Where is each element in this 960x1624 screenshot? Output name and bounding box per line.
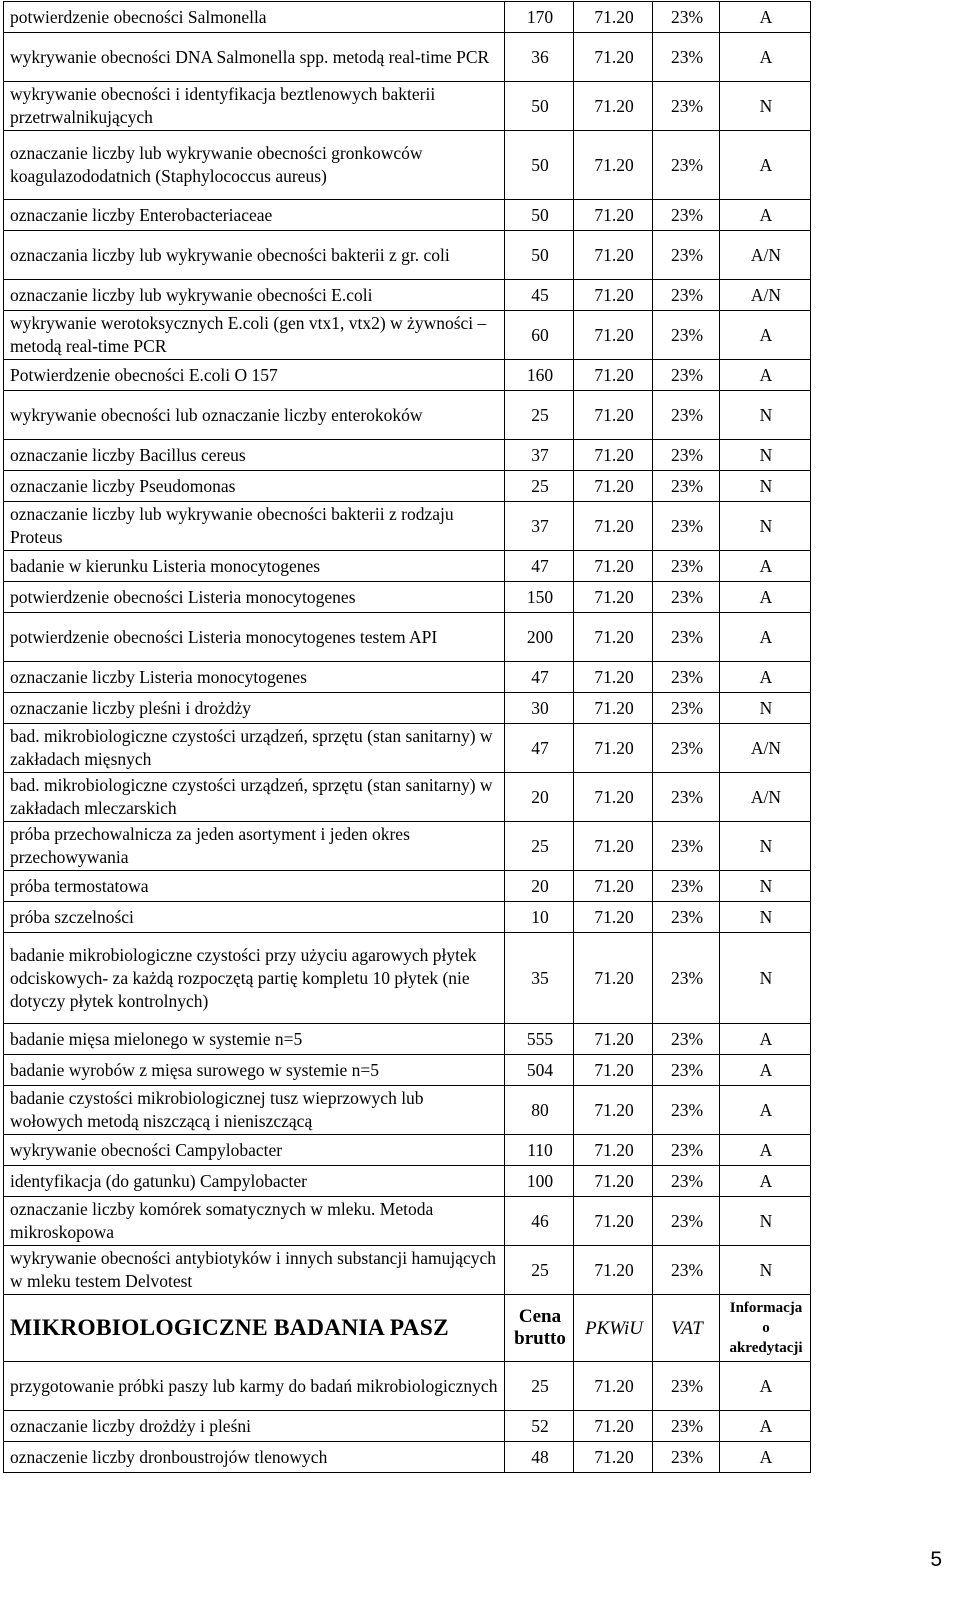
vat-cell: 23% bbox=[653, 1362, 720, 1411]
table-row bbox=[4, 311, 811, 360]
price-cell: 37 bbox=[505, 502, 574, 551]
vat-cell: 23% bbox=[653, 1086, 720, 1135]
price-cell: 160 bbox=[505, 360, 574, 391]
pkwiu-cell: 71.20 bbox=[574, 613, 653, 662]
test-name-cell: bad. mikrobiologiczne czystości urządzeń, sprzętu (stan sanitarny) w zakładach mięsnych bbox=[4, 724, 505, 773]
test-name-cell: potwierdzenie obecności Listeria monocytogenes bbox=[4, 582, 505, 613]
vat-header: VAT bbox=[653, 1295, 720, 1362]
pkwiu-cell: 71.20 bbox=[574, 773, 653, 822]
price-cell: 200 bbox=[505, 613, 574, 662]
accreditation-cell: A bbox=[720, 613, 811, 662]
test-name-cell: wykrywanie obecności i identyfikacja beztlenowych bakterii przetrwalnikujących bbox=[4, 82, 505, 131]
price-cell: 52 bbox=[505, 1411, 574, 1442]
test-name-cell: bad. mikrobiologiczne czystości urządzeń, sprzętu (stan sanitarny) w zakładach mleczarskich bbox=[4, 773, 505, 822]
accreditation-cell: A bbox=[720, 1086, 811, 1135]
accreditation-cell: A bbox=[720, 1055, 811, 1086]
vat-cell: 23% bbox=[653, 471, 720, 502]
pkwiu-header: PKWiU bbox=[574, 1295, 653, 1362]
section-title: MIKROBIOLOGICZNE BADANIA PASZ bbox=[4, 1295, 505, 1362]
table-row bbox=[4, 822, 811, 871]
table-row bbox=[4, 1024, 811, 1055]
accreditation-cell: A bbox=[720, 1362, 811, 1411]
table-row bbox=[4, 551, 811, 582]
price-cell: 504 bbox=[505, 1055, 574, 1086]
accreditation-cell: A bbox=[720, 1135, 811, 1166]
table-row bbox=[4, 1246, 811, 1295]
test-name-cell: badanie mięsa mielonego w systemie n=5 bbox=[4, 1024, 505, 1055]
price-cell: 50 bbox=[505, 231, 574, 280]
table-row bbox=[4, 693, 811, 724]
price-cell: 45 bbox=[505, 280, 574, 311]
test-name-cell: próba termostatowa bbox=[4, 871, 505, 902]
test-name-cell: próba szczelności bbox=[4, 902, 505, 933]
table-row bbox=[4, 1166, 811, 1197]
vat-cell: 23% bbox=[653, 871, 720, 902]
test-name-cell: oznaczanie liczby lub wykrywanie obecności bakterii z rodzaju Proteus bbox=[4, 502, 505, 551]
table-row bbox=[4, 773, 811, 822]
pkwiu-cell: 71.20 bbox=[574, 1246, 653, 1295]
test-name-cell: badanie wyrobów z mięsa surowego w systemie n=5 bbox=[4, 1055, 505, 1086]
accreditation-cell: A bbox=[720, 2, 811, 33]
test-name-cell: oznaczanie liczby drożdży i pleśni bbox=[4, 1411, 505, 1442]
table-row bbox=[4, 1411, 811, 1442]
test-name-cell: oznaczanie liczby pleśni i drożdży bbox=[4, 693, 505, 724]
pkwiu-cell: 71.20 bbox=[574, 82, 653, 131]
page-number: 5 bbox=[930, 1548, 942, 1571]
price-cell: 10 bbox=[505, 902, 574, 933]
accreditation-cell: N bbox=[720, 82, 811, 131]
pkwiu-cell: 71.20 bbox=[574, 1055, 653, 1086]
pkwiu-cell: 71.20 bbox=[574, 1166, 653, 1197]
table-row bbox=[4, 200, 811, 231]
accreditation-cell: A bbox=[720, 200, 811, 231]
price-cell: 46 bbox=[505, 1197, 574, 1246]
test-name-cell: oznaczanie liczby Pseudomonas bbox=[4, 471, 505, 502]
vat-cell: 23% bbox=[653, 231, 720, 280]
table-row bbox=[4, 131, 811, 200]
price-cell: 50 bbox=[505, 200, 574, 231]
accreditation-cell: A bbox=[720, 1411, 811, 1442]
vat-cell: 23% bbox=[653, 200, 720, 231]
price-cell: 37 bbox=[505, 440, 574, 471]
accreditation-cell: N bbox=[720, 933, 811, 1024]
accreditation-cell: N bbox=[720, 822, 811, 871]
price-cell: 36 bbox=[505, 33, 574, 82]
accreditation-cell: N bbox=[720, 871, 811, 902]
vat-cell: 23% bbox=[653, 82, 720, 131]
price-cell: 25 bbox=[505, 1246, 574, 1295]
pkwiu-cell: 71.20 bbox=[574, 1411, 653, 1442]
table-row bbox=[4, 471, 811, 502]
table-row bbox=[4, 440, 811, 471]
pkwiu-cell: 71.20 bbox=[574, 582, 653, 613]
test-name-cell: oznaczanie liczby komórek somatycznych w mleku. Metoda mikroskopowa bbox=[4, 1197, 505, 1246]
feed-price-list-body bbox=[4, 1362, 811, 1473]
test-name-cell: badanie w kierunku Listeria monocytogenes bbox=[4, 551, 505, 582]
pkwiu-cell: 71.20 bbox=[574, 502, 653, 551]
accreditation-cell: N bbox=[720, 902, 811, 933]
pkwiu-cell: 71.20 bbox=[574, 693, 653, 724]
pkwiu-cell: 71.20 bbox=[574, 662, 653, 693]
test-name-cell: wykrywanie obecności lub oznaczanie liczby enterokoków bbox=[4, 391, 505, 440]
vat-cell: 23% bbox=[653, 822, 720, 871]
vat-cell: 23% bbox=[653, 1442, 720, 1473]
pkwiu-cell: 71.20 bbox=[574, 280, 653, 311]
accreditation-cell: A bbox=[720, 582, 811, 613]
accreditation-cell: A bbox=[720, 662, 811, 693]
table-row bbox=[4, 1442, 811, 1473]
test-name-cell: wykrywanie obecności DNA Salmonella spp. metodą real-time PCR bbox=[4, 33, 505, 82]
table-row bbox=[4, 662, 811, 693]
pkwiu-cell: 71.20 bbox=[574, 131, 653, 200]
accreditation-cell: A bbox=[720, 1166, 811, 1197]
vat-cell: 23% bbox=[653, 440, 720, 471]
vat-cell: 23% bbox=[653, 360, 720, 391]
accreditation-header: Informacja o akredytacji bbox=[720, 1295, 811, 1362]
test-name-cell: oznaczanie liczby lub wykrywanie obecności E.coli bbox=[4, 280, 505, 311]
accreditation-cell: A/N bbox=[720, 280, 811, 311]
table-row bbox=[4, 1135, 811, 1166]
price-cell: 50 bbox=[505, 131, 574, 200]
test-name-cell: wykrywanie obecności antybiotyków i innych substancji hamujących w mleku testem Delvotest bbox=[4, 1246, 505, 1295]
table-row bbox=[4, 582, 811, 613]
test-name-cell: oznaczanie liczby Listeria monocytogenes bbox=[4, 662, 505, 693]
vat-cell: 23% bbox=[653, 1055, 720, 1086]
price-cell: 47 bbox=[505, 551, 574, 582]
accreditation-cell: A bbox=[720, 1024, 811, 1055]
pkwiu-cell: 71.20 bbox=[574, 724, 653, 773]
table-row bbox=[4, 82, 811, 131]
test-name-cell: oznaczenie liczby dronboustrojów tlenowych bbox=[4, 1442, 505, 1473]
pkwiu-cell: 71.20 bbox=[574, 440, 653, 471]
price-cell: 25 bbox=[505, 822, 574, 871]
accreditation-cell: A bbox=[720, 311, 811, 360]
price-cell: 30 bbox=[505, 693, 574, 724]
price-cell: 60 bbox=[505, 311, 574, 360]
table-row bbox=[4, 391, 811, 440]
test-name-cell: oznaczanie liczby lub wykrywanie obecności gronkowców koagulazododatnich (Staphylococcus aureus) bbox=[4, 131, 505, 200]
pkwiu-cell: 71.20 bbox=[574, 1362, 653, 1411]
section-header-row bbox=[4, 1295, 811, 1362]
pkwiu-cell: 71.20 bbox=[574, 1086, 653, 1135]
pkwiu-cell: 71.20 bbox=[574, 1135, 653, 1166]
price-cell: 50 bbox=[505, 82, 574, 131]
accreditation-cell: N bbox=[720, 502, 811, 551]
vat-cell: 23% bbox=[653, 391, 720, 440]
accreditation-cell: N bbox=[720, 391, 811, 440]
test-name-cell: oznaczanie liczby Bacillus cereus bbox=[4, 440, 505, 471]
pkwiu-cell: 71.20 bbox=[574, 2, 653, 33]
accreditation-cell: A/N bbox=[720, 773, 811, 822]
vat-cell: 23% bbox=[653, 1166, 720, 1197]
test-name-cell: potwierdzenie obecności Salmonella bbox=[4, 2, 505, 33]
test-name-cell: badanie czystości mikrobiologicznej tusz wieprzowych lub wołowych metodą niszczącą i nieniszczącą bbox=[4, 1086, 505, 1135]
vat-cell: 23% bbox=[653, 311, 720, 360]
price-cell: 47 bbox=[505, 724, 574, 773]
vat-cell: 23% bbox=[653, 280, 720, 311]
accreditation-cell: N bbox=[720, 1246, 811, 1295]
vat-cell: 23% bbox=[653, 902, 720, 933]
vat-cell: 23% bbox=[653, 582, 720, 613]
table-row bbox=[4, 613, 811, 662]
vat-cell: 23% bbox=[653, 773, 720, 822]
pkwiu-cell: 71.20 bbox=[574, 391, 653, 440]
price-cell: 150 bbox=[505, 582, 574, 613]
pkwiu-cell: 71.20 bbox=[574, 551, 653, 582]
table-row bbox=[4, 280, 811, 311]
price-cell: 80 bbox=[505, 1086, 574, 1135]
section-header bbox=[4, 1295, 811, 1362]
test-name-cell: wykrywanie werotoksycznych E.coli (gen vtx1, vtx2) w żywności – metodą real-time PCR bbox=[4, 311, 505, 360]
accreditation-cell: N bbox=[720, 1197, 811, 1246]
accreditation-cell: A/N bbox=[720, 231, 811, 280]
vat-cell: 23% bbox=[653, 662, 720, 693]
vat-cell: 23% bbox=[653, 693, 720, 724]
price-cell: 48 bbox=[505, 1442, 574, 1473]
test-name-cell: identyfikacja (do gatunku) Campylobacter bbox=[4, 1166, 505, 1197]
price-cell: 170 bbox=[505, 2, 574, 33]
pkwiu-cell: 71.20 bbox=[574, 200, 653, 231]
price-cell: 47 bbox=[505, 662, 574, 693]
vat-cell: 23% bbox=[653, 551, 720, 582]
table-row bbox=[4, 1362, 811, 1411]
pkwiu-cell: 71.20 bbox=[574, 33, 653, 82]
price-cell: 25 bbox=[505, 391, 574, 440]
test-name-cell: oznaczania liczby lub wykrywanie obecności bakterii z gr. coli bbox=[4, 231, 505, 280]
vat-cell: 23% bbox=[653, 502, 720, 551]
pkwiu-cell: 71.20 bbox=[574, 871, 653, 902]
price-cell: 100 bbox=[505, 1166, 574, 1197]
price-cell: 35 bbox=[505, 933, 574, 1024]
vat-cell: 23% bbox=[653, 1135, 720, 1166]
vat-cell: 23% bbox=[653, 724, 720, 773]
table-row bbox=[4, 933, 811, 1024]
table-row bbox=[4, 871, 811, 902]
price-cell: 20 bbox=[505, 773, 574, 822]
table-row bbox=[4, 1055, 811, 1086]
pkwiu-cell: 71.20 bbox=[574, 360, 653, 391]
accreditation-cell: A bbox=[720, 1442, 811, 1473]
table-row bbox=[4, 902, 811, 933]
pkwiu-cell: 71.20 bbox=[574, 1442, 653, 1473]
pkwiu-cell: 71.20 bbox=[574, 1197, 653, 1246]
vat-cell: 23% bbox=[653, 933, 720, 1024]
price-cell: 555 bbox=[505, 1024, 574, 1055]
accreditation-cell: A/N bbox=[720, 724, 811, 773]
test-name-cell: Potwierdzenie obecności E.coli O 157 bbox=[4, 360, 505, 391]
table-row bbox=[4, 231, 811, 280]
table-row bbox=[4, 33, 811, 82]
pkwiu-cell: 71.20 bbox=[574, 902, 653, 933]
table-row bbox=[4, 724, 811, 773]
vat-cell: 23% bbox=[653, 33, 720, 82]
accreditation-cell: A bbox=[720, 131, 811, 200]
table-row bbox=[4, 1086, 811, 1135]
test-name-cell: próba przechowalnicza za jeden asortyment i jeden okres przechowywania bbox=[4, 822, 505, 871]
table-row bbox=[4, 502, 811, 551]
price-list-table bbox=[3, 1, 811, 1473]
accreditation-cell: N bbox=[720, 471, 811, 502]
pkwiu-cell: 71.20 bbox=[574, 231, 653, 280]
vat-cell: 23% bbox=[653, 613, 720, 662]
price-cell: 25 bbox=[505, 1362, 574, 1411]
test-name-cell: wykrywanie obecności Campylobacter bbox=[4, 1135, 505, 1166]
accreditation-cell: A bbox=[720, 551, 811, 582]
price-list-body bbox=[4, 2, 811, 1295]
accreditation-cell: A bbox=[720, 33, 811, 82]
vat-cell: 23% bbox=[653, 1411, 720, 1442]
accreditation-cell: N bbox=[720, 693, 811, 724]
vat-cell: 23% bbox=[653, 1246, 720, 1295]
test-name-cell: przygotowanie próbki paszy lub karmy do badań mikrobiologicznych bbox=[4, 1362, 505, 1411]
pkwiu-cell: 71.20 bbox=[574, 471, 653, 502]
accreditation-cell: N bbox=[720, 440, 811, 471]
pkwiu-cell: 71.20 bbox=[574, 933, 653, 1024]
table-row bbox=[4, 360, 811, 391]
vat-cell: 23% bbox=[653, 1024, 720, 1055]
test-name-cell: oznaczanie liczby Enterobacteriaceae bbox=[4, 200, 505, 231]
price-cell: 25 bbox=[505, 471, 574, 502]
test-name-cell: potwierdzenie obecności Listeria monocytogenes testem API bbox=[4, 613, 505, 662]
pkwiu-cell: 71.20 bbox=[574, 822, 653, 871]
table-row bbox=[4, 1197, 811, 1246]
accreditation-cell: A bbox=[720, 360, 811, 391]
pkwiu-cell: 71.20 bbox=[574, 311, 653, 360]
vat-cell: 23% bbox=[653, 2, 720, 33]
price-cell: 110 bbox=[505, 1135, 574, 1166]
price-cell: 20 bbox=[505, 871, 574, 902]
table-row bbox=[4, 2, 811, 33]
test-name-cell: badanie mikrobiologiczne czystości przy użyciu agarowych płytek odciskowych- za każdą rozpoczętą partię kompletu 10 płytek (nie dotyczy płytek kontrolnych) bbox=[4, 933, 505, 1024]
vat-cell: 23% bbox=[653, 131, 720, 200]
pkwiu-cell: 71.20 bbox=[574, 1024, 653, 1055]
vat-cell: 23% bbox=[653, 1197, 720, 1246]
price-header: Cena brutto bbox=[505, 1295, 574, 1362]
